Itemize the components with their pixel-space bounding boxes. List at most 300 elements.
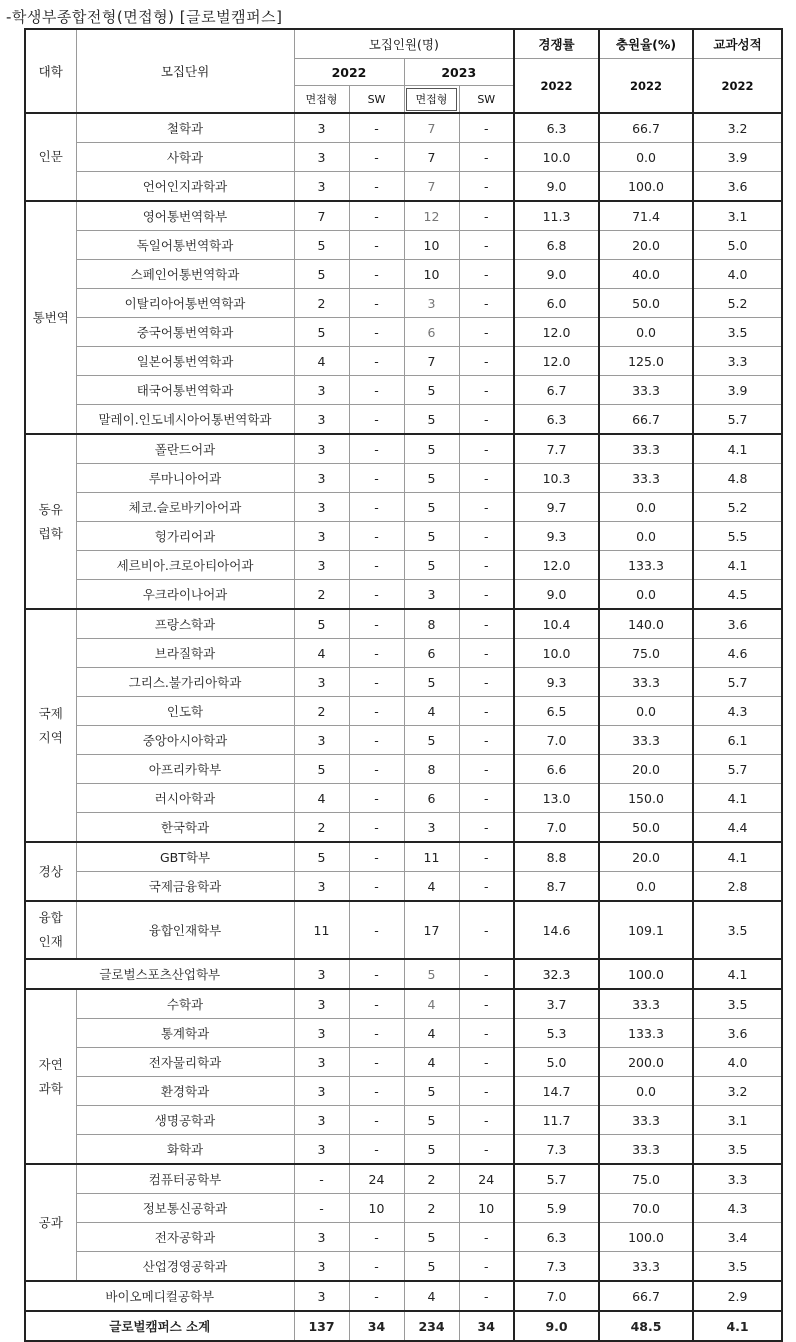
total-row [25,1311,782,1341]
total-competition-cell: 9.0 [514,1311,599,1341]
quota-2023-interview-cell: 4 [404,1048,459,1077]
grade-cell: 3.2 [693,113,782,143]
competition-cell: 6.0 [514,289,599,318]
quota-2023-interview-cell: 2 [404,1164,459,1194]
unit-cell: 아프리카학부 [76,755,294,784]
grade-cell: 4.0 [693,260,782,289]
fill-rate-cell: 66.7 [599,405,693,435]
table-row [25,901,782,959]
quota-2022-interview-cell: 2 [294,813,349,843]
grade-cell: 4.1 [693,842,782,872]
quota-2022-interview-cell: 3 [294,493,349,522]
fill-rate-cell: 200.0 [599,1048,693,1077]
competition-cell: 7.0 [514,726,599,755]
unit-cell: 말레이.인도네시아어통번역학과 [76,405,294,435]
competition-cell: 6.3 [514,113,599,143]
college-name: 지역 [38,729,63,745]
quota-2023-interview-cell: 3 [404,813,459,843]
fill-rate-cell: 0.0 [599,318,693,347]
quota-2022-interview-cell: 3 [294,376,349,405]
competition-cell: 14.7 [514,1077,599,1106]
college-cell [25,989,76,1164]
grade-cell: 3.1 [693,1106,782,1135]
fill-rate-cell: 133.3 [599,1019,693,1048]
table-row [25,231,782,260]
competition-cell: 5.7 [514,1164,599,1194]
unit-cell: 환경학과 [76,1077,294,1106]
table-row [25,1077,782,1106]
quota-2023-sw-cell: - [459,551,514,580]
competition-cell: 12.0 [514,551,599,580]
competition-cell: 6.8 [514,231,599,260]
table-row [25,260,782,289]
grade-cell: 3.5 [693,1252,782,1282]
table-row [25,1194,782,1223]
unit-cell: 중앙아시아학과 [76,726,294,755]
college-cell [25,434,76,609]
unit-cell: 중국어통번역학과 [76,318,294,347]
quota-2022-sw-cell: - [349,493,404,522]
header-fill-rate: 충원율(%) [599,29,693,59]
college-name: 럽학 [38,525,63,541]
quota-2022-sw-cell: - [349,289,404,318]
table-row [25,522,782,551]
table-row [25,1164,782,1194]
fill-rate-cell: 100.0 [599,172,693,202]
fill-rate-cell: 0.0 [599,872,693,902]
competition-cell: 11.3 [514,201,599,231]
table-row [25,959,782,989]
quota-2022-interview-cell: - [294,1194,349,1223]
unit-cell: 사학과 [76,143,294,172]
quota-2022-interview-cell: 5 [294,755,349,784]
table-row [25,464,782,493]
competition-cell: 11.7 [514,1106,599,1135]
quota-2022-interview-cell: - [294,1164,349,1194]
quota-2022-interview-cell: 3 [294,1106,349,1135]
quota-2023-interview-cell: 7 [404,347,459,376]
table-row [25,609,782,639]
grade-cell: 4.1 [693,551,782,580]
quota-2022-sw-cell: - [349,813,404,843]
quota-2022-sw-cell: - [349,580,404,610]
unit-cell: 인도학 [76,697,294,726]
table-row [25,580,782,610]
header-grade: 교과성적 [693,29,782,59]
quota-2022-interview-cell: 5 [294,231,349,260]
college-name: 자연 [38,1056,63,1072]
quota-2023-sw-cell: - [459,318,514,347]
quota-2022-interview-cell: 3 [294,989,349,1019]
quota-2022-sw-cell: - [349,1019,404,1048]
quota-2022-interview-cell: 11 [294,901,349,959]
quota-2022-sw-cell: - [349,1077,404,1106]
quota-2023-sw-cell: - [459,1135,514,1165]
quota-2023-interview-cell: 10 [404,231,459,260]
quota-2023-interview-cell: 5 [404,726,459,755]
quota-2022-interview-cell: 3 [294,464,349,493]
quota-2022-sw-cell: - [349,959,404,989]
competition-cell: 10.3 [514,464,599,493]
competition-cell: 3.7 [514,989,599,1019]
unit-cell: 폴란드어과 [76,434,294,464]
college-name: 동유 [38,501,63,517]
fill-rate-cell: 71.4 [599,201,693,231]
fill-rate-cell: 33.3 [599,1106,693,1135]
grade-cell: 3.3 [693,347,782,376]
quota-2022-sw-cell: - [349,143,404,172]
quota-2023-interview-cell: 6 [404,318,459,347]
fill-rate-cell: 109.1 [599,901,693,959]
fill-rate-cell: 140.0 [599,609,693,639]
college-cell [25,201,76,434]
quota-2022-sw-cell: - [349,784,404,813]
grade-cell: 3.6 [693,609,782,639]
quota-2023-interview-cell: 3 [404,580,459,610]
table-row [25,289,782,318]
table-row [25,639,782,668]
unit-cell: 일본어통번역학과 [76,347,294,376]
competition-cell: 10.0 [514,639,599,668]
quota-2023-sw-cell: - [459,1077,514,1106]
quota-2022-sw-cell: - [349,609,404,639]
fill-rate-cell: 33.3 [599,726,693,755]
fill-rate-cell: 33.3 [599,989,693,1019]
quota-2023-sw-cell: - [459,668,514,697]
quota-2023-interview-cell: 4 [404,1281,459,1311]
table-row [25,1048,782,1077]
fill-rate-cell: 0.0 [599,493,693,522]
table-row [25,697,782,726]
fill-rate-cell: 75.0 [599,639,693,668]
total-quota-2023-sw-cell: 34 [459,1311,514,1341]
college-name: 인재 [38,934,63,949]
table-row [25,551,782,580]
grade-cell: 4.6 [693,639,782,668]
quota-2022-sw-cell: - [349,464,404,493]
quota-2023-sw-cell: - [459,1281,514,1311]
quota-2022-sw-cell: - [349,172,404,202]
fill-rate-cell: 75.0 [599,1164,693,1194]
quota-2023-interview-cell: 7 [404,113,459,143]
quota-2023-interview-cell: 5 [404,668,459,697]
total-grade-cell: 4.1 [693,1311,782,1341]
grade-cell: 4.3 [693,697,782,726]
quota-2023-interview-cell: 5 [404,434,459,464]
competition-cell: 10.4 [514,609,599,639]
quota-2023-sw-cell: - [459,172,514,202]
quota-2023-interview-cell: 10 [404,260,459,289]
competition-cell: 12.0 [514,318,599,347]
unit-cell: 글로벌스포츠산업학부 [25,959,294,989]
quota-2023-interview-cell: 8 [404,609,459,639]
competition-cell: 6.3 [514,1223,599,1252]
fill-rate-cell: 33.3 [599,464,693,493]
fill-rate-cell: 20.0 [599,842,693,872]
quota-2022-interview-cell: 4 [294,347,349,376]
quota-2022-interview-cell: 3 [294,434,349,464]
fill-rate-cell: 150.0 [599,784,693,813]
college-name: 과학 [38,1080,63,1096]
competition-cell: 7.0 [514,1281,599,1311]
fill-rate-cell: 0.0 [599,580,693,610]
quota-2022-interview-cell: 4 [294,639,349,668]
header-competition: 경쟁률 [514,29,599,59]
grade-cell: 5.2 [693,289,782,318]
quota-2022-sw-cell: - [349,639,404,668]
quota-2022-interview-cell: 3 [294,1077,349,1106]
quota-2022-interview-cell: 3 [294,1252,349,1282]
quota-2023-interview-cell: 17 [404,901,459,959]
unit-cell: 헝가리어과 [76,522,294,551]
quota-2022-sw-cell: - [349,989,404,1019]
quota-2022-sw-cell: - [349,434,404,464]
grade-cell: 5.7 [693,668,782,697]
college-name: 공과 [38,1214,63,1230]
competition-cell: 5.0 [514,1048,599,1077]
fill-rate-cell: 66.7 [599,113,693,143]
competition-cell: 8.8 [514,842,599,872]
quota-2022-sw-cell: - [349,347,404,376]
unit-cell: 브라질학과 [76,639,294,668]
unit-cell: 한국학과 [76,813,294,843]
competition-cell: 5.9 [514,1194,599,1223]
quota-2023-sw-cell: - [459,289,514,318]
quota-2022-sw-cell: - [349,113,404,143]
grade-cell: 3.5 [693,901,782,959]
unit-cell: 생명공학과 [76,1106,294,1135]
fill-rate-cell: 50.0 [599,289,693,318]
total-fill-rate-cell: 48.5 [599,1311,693,1341]
quota-2023-interview-cell: 12 [404,201,459,231]
quota-2022-sw-cell: - [349,1252,404,1282]
competition-cell: 9.3 [514,522,599,551]
grade-cell: 3.3 [693,1164,782,1194]
unit-cell: 세르비아.크로아티아어과 [76,551,294,580]
fill-rate-cell: 33.3 [599,668,693,697]
unit-cell: 전자공학과 [76,1223,294,1252]
quota-2022-interview-cell: 5 [294,842,349,872]
unit-cell: 언어인지과학과 [76,172,294,202]
unit-cell: 러시아학과 [76,784,294,813]
grade-cell: 2.9 [693,1281,782,1311]
quota-2022-sw-cell: - [349,551,404,580]
quota-2023-interview-cell: 6 [404,784,459,813]
quota-2023-sw-cell: - [459,113,514,143]
quota-2022-sw-cell: - [349,231,404,260]
unit-cell: 화학과 [76,1135,294,1165]
quota-2022-sw-cell: - [349,755,404,784]
quota-2022-sw-cell: - [349,1281,404,1311]
table-row [25,405,782,435]
quota-2023-sw-cell: 24 [459,1164,514,1194]
quota-2023-sw-cell: - [459,580,514,610]
quota-2022-sw-cell: - [349,260,404,289]
grade-cell: 2.8 [693,872,782,902]
quota-2023-interview-cell: 5 [404,959,459,989]
quota-2023-interview-cell: 4 [404,1019,459,1048]
quota-2022-interview-cell: 3 [294,726,349,755]
quota-2023-sw-cell: - [459,493,514,522]
quota-2023-interview-cell: 4 [404,697,459,726]
grade-cell: 3.9 [693,376,782,405]
quota-2022-sw-cell: - [349,1106,404,1135]
competition-cell: 7.0 [514,813,599,843]
fill-rate-cell: 33.3 [599,376,693,405]
unit-cell: 독일어통번역학과 [76,231,294,260]
header-college: 대학 [25,29,76,113]
header-interview-2023: 면접형 [404,86,459,114]
grade-cell: 3.1 [693,201,782,231]
grade-cell: 4.1 [693,784,782,813]
unit-cell: GBT학부 [76,842,294,872]
admission-table [24,28,783,1342]
quota-2023-interview-cell: 5 [404,1252,459,1282]
quota-2023-sw-cell: - [459,201,514,231]
quota-2022-sw-cell: - [349,872,404,902]
table-row [25,493,782,522]
unit-cell: 프랑스학과 [76,609,294,639]
quota-2022-sw-cell: - [349,668,404,697]
fill-rate-cell: 0.0 [599,522,693,551]
grade-cell: 3.2 [693,1077,782,1106]
header-quota-2023: 2023 [404,59,514,86]
grade-cell: 4.0 [693,1048,782,1077]
quota-2023-sw-cell: - [459,784,514,813]
fill-rate-cell: 0.0 [599,143,693,172]
quota-2023-sw-cell: - [459,697,514,726]
quota-2023-interview-cell: 5 [404,493,459,522]
grade-cell: 5.7 [693,405,782,435]
quota-2022-interview-cell: 3 [294,668,349,697]
total-label: 글로벌캠퍼스 소계 [25,1311,294,1341]
quota-2022-sw-cell: - [349,697,404,726]
quota-2023-sw-cell: - [459,901,514,959]
college-name: 융합 [38,910,63,925]
unit-cell: 바이오메디컬공학부 [25,1281,294,1311]
quota-2023-interview-cell: 2 [404,1194,459,1223]
fill-rate-cell: 33.3 [599,1252,693,1282]
quota-2023-sw-cell: - [459,989,514,1019]
quota-2023-sw-cell: - [459,1252,514,1282]
quota-2022-interview-cell: 3 [294,1223,349,1252]
college-name: 경상 [38,863,63,879]
quota-2023-sw-cell: - [459,260,514,289]
unit-cell: 산업경영공학과 [76,1252,294,1282]
table-row [25,201,782,231]
header-sw-2023: SW [459,86,514,114]
quota-2023-sw-cell: - [459,231,514,260]
quota-2022-interview-cell: 3 [294,405,349,435]
competition-cell: 9.3 [514,668,599,697]
grade-cell: 5.7 [693,755,782,784]
table-row [25,1223,782,1252]
header-unit: 모집단위 [76,29,294,113]
total-quota-2023-interview-cell: 234 [404,1311,459,1341]
fill-rate-cell: 0.0 [599,1077,693,1106]
total-quota-2022-interview-cell: 137 [294,1311,349,1341]
quota-2022-sw-cell: 10 [349,1194,404,1223]
quota-2023-interview-cell: 5 [404,405,459,435]
quota-2023-interview-cell: 11 [404,842,459,872]
quota-2022-interview-cell: 3 [294,143,349,172]
unit-cell: 그리스.불가리아학과 [76,668,294,697]
unit-cell: 통계학과 [76,1019,294,1048]
header-competition-year: 2022 [514,59,599,114]
quota-2022-sw-cell: - [349,376,404,405]
quota-2023-interview-cell: 5 [404,1223,459,1252]
table-row [25,726,782,755]
fill-rate-cell: 133.3 [599,551,693,580]
competition-cell: 6.5 [514,697,599,726]
quota-2023-sw-cell: - [459,376,514,405]
quota-2023-sw-cell: - [459,872,514,902]
competition-cell: 32.3 [514,959,599,989]
grade-cell: 3.9 [693,143,782,172]
competition-cell: 14.6 [514,901,599,959]
competition-cell: 9.0 [514,580,599,610]
quota-2023-sw-cell: - [459,1048,514,1077]
quota-2022-interview-cell: 3 [294,1135,349,1165]
unit-cell: 철학과 [76,113,294,143]
quota-2023-interview-cell: 5 [404,376,459,405]
quota-2022-interview-cell: 3 [294,1281,349,1311]
header-interview-2022: 면접형 [294,86,349,114]
grade-cell: 3.5 [693,1135,782,1165]
college-cell [25,113,76,201]
quota-2023-sw-cell: - [459,639,514,668]
quota-2022-sw-cell: - [349,842,404,872]
quota-2022-interview-cell: 3 [294,522,349,551]
unit-cell: 수학과 [76,989,294,1019]
header-grade-year: 2022 [693,59,782,114]
competition-cell: 6.7 [514,376,599,405]
college-name: 인문 [38,149,63,164]
quota-2022-sw-cell: - [349,522,404,551]
grade-cell: 4.1 [693,434,782,464]
fill-rate-cell: 20.0 [599,755,693,784]
competition-cell: 12.0 [514,347,599,376]
grade-cell: 3.5 [693,989,782,1019]
college-name: 통번역 [32,309,69,325]
table-row [25,318,782,347]
table-row [25,755,782,784]
fill-rate-cell: 70.0 [599,1194,693,1223]
quota-2022-interview-cell: 5 [294,318,349,347]
quota-2022-sw-cell: - [349,726,404,755]
quota-2023-sw-cell: - [459,959,514,989]
quota-2022-interview-cell: 3 [294,551,349,580]
grade-cell: 6.1 [693,726,782,755]
quota-2023-sw-cell: - [459,522,514,551]
fill-rate-cell: 100.0 [599,1223,693,1252]
quota-2023-sw-cell: - [459,434,514,464]
competition-cell: 10.0 [514,143,599,172]
quota-2023-interview-cell: 5 [404,1106,459,1135]
quota-2023-sw-cell: - [459,813,514,843]
quota-2023-interview-cell: 7 [404,143,459,172]
quota-2023-sw-cell: - [459,464,514,493]
table-row [25,1106,782,1135]
quota-2022-interview-cell: 3 [294,1019,349,1048]
fill-rate-cell: 0.0 [599,697,693,726]
quota-2023-sw-cell: - [459,1106,514,1135]
fill-rate-cell: 50.0 [599,813,693,843]
quota-2022-sw-cell: - [349,405,404,435]
fill-rate-cell: 20.0 [599,231,693,260]
unit-cell: 융합인재학부 [76,901,294,959]
table-row [25,842,782,872]
